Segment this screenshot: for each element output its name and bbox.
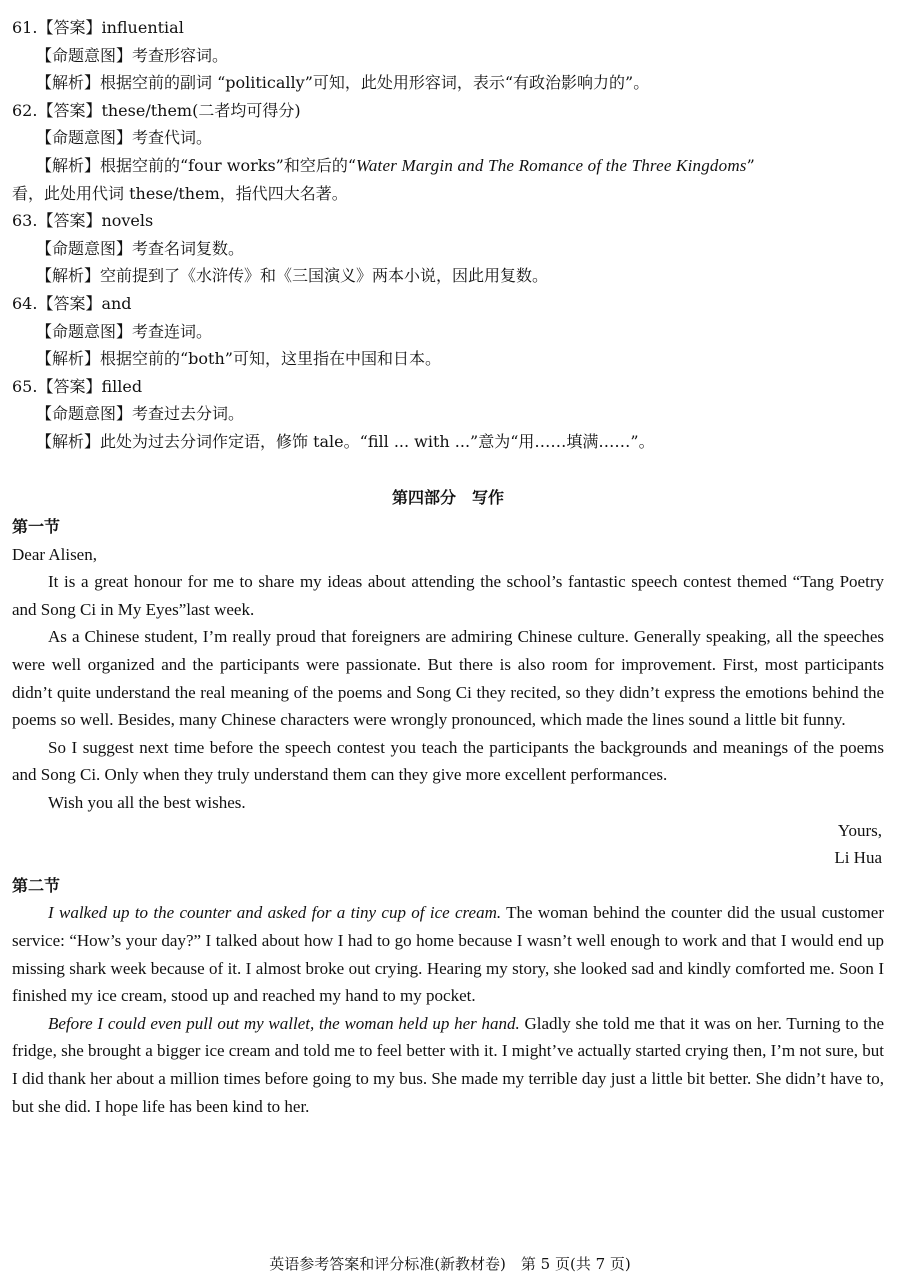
story-text-1: The woman behind the counter did the usual customer service: “How’s your day?” I talked about how I had to go home because I wasn’t well enough to work and that I would end up missing shark week because of it. I almost broke out crying. Hearing my story, she looked sad and kindly comforted me. Soon I finished my ice cream, stood up and reached my hand to my pocket. (12, 903, 884, 1006)
story-paragraph-2 (12, 1010, 884, 1120)
intent-line: 【命题意图】考查形容词。 (36, 45, 229, 65)
intent-line: 【命题意图】考查连词。 (36, 321, 213, 341)
answer-page (12, 14, 884, 1120)
analysis-line: 【解析】根据空前的副词 “politically”可知，此处用形容词，表示“有政治影响力的”。 (36, 73, 650, 93)
part4-title: 第四部分 写作 (391, 487, 504, 507)
salutation: Dear Alisen, (12, 544, 97, 564)
answer-item-65 (12, 373, 884, 456)
answer-item-62 (12, 97, 884, 207)
analysis-line: 【解析】空前提到了《水浒传》和《三国演义》两本小说，因此用复数。 (36, 266, 549, 286)
letter-signature: Li Hua (834, 848, 882, 868)
book-titles: Water Margin and The Romance of the Three Kingdoms (356, 155, 747, 175)
analysis-text-end: ” (746, 155, 755, 175)
intent-line: 【命题意图】考查代词。 (36, 128, 213, 148)
page-footer: 英语参考答案和评分标准(新教材卷) 第 5 页(共 7 页) (269, 1255, 631, 1273)
answer-item-64 (12, 290, 884, 373)
section2-label: 第二节 (12, 875, 61, 895)
analysis-text: 【解析】根据空前的“four works”和空后的“ (36, 155, 357, 175)
letter-paragraph-3: So I suggest next time before the speech contest you teach the participants the backgrounds and meanings of the poems and Song Ci. Only when they truly understand them can they give more excellent performances. (12, 737, 884, 785)
answer-head: 64.【答案】and (12, 293, 132, 313)
answer-item-61 (12, 14, 884, 97)
given-sentence-2: Before I could even pull out my wallet, the woman held up her hand. (48, 1013, 520, 1033)
analysis-line: 【解析】此处为过去分词作定语，修饰 tale。“fill ... with ...”意为“用……填满……”。 (36, 431, 655, 451)
model-letter (12, 541, 884, 872)
analysis-continued: 看，此处用代词 these/them，指代四大名著。 (12, 183, 348, 203)
answer-head: 65.【答案】filled (12, 376, 143, 396)
intent-line: 【命题意图】考查过去分词。 (36, 404, 245, 424)
answer-item-63 (12, 207, 884, 290)
answer-head: 63.【答案】novels (12, 211, 154, 231)
given-sentence-1: I walked up to the counter and asked for a tiny cup of ice cream. (48, 903, 502, 923)
answer-head: 62.【答案】these/them(二者均可得分) (12, 100, 301, 120)
section1-label: 第一节 (12, 517, 61, 537)
analysis-line (12, 152, 884, 180)
continuation-writing (12, 899, 884, 1120)
letter-paragraph-1: It is a great honour for me to share my ideas about attending the school’s fantastic speech contest themed “Tang Poetry and Song Ci in My Eyes”last week. (12, 572, 884, 619)
story-text-2: Gladly she told me that it was on her. Turning to the fridge, she brought a bigger ice cream and told me to feel better with it. I might’ve actually started crying then, I’m not sure, but I did thank her about a million times before going to my bus. She made my terrible day just a little bit better. She didn’t have to, but she did. I hope life has been kind to her. (12, 1013, 885, 1116)
letter-paragraph-2: As a Chinese student, I’m really proud that foreigners are admiring Chinese culture. Generally speaking, all the speeches were well organized and the participants were passionate. But there is also room for improvement. First, most participants didn’t quite understand the real meaning of the poems and Song Ci they recited, so they didn’t express the emotions behind the poems so well. Besides, many Chinese characters were wrongly pronounced, which made the lines sound a little bit funny. (12, 627, 884, 730)
letter-closing: Yours, (837, 820, 882, 840)
letter-paragraph-4: Wish you all the best wishes. (48, 793, 246, 813)
intent-line: 【命题意图】考查名词复数。 (36, 238, 245, 258)
story-paragraph-1 (12, 899, 884, 1009)
analysis-line: 【解析】根据空前的“both”可知，这里指在中国和日本。 (36, 349, 441, 369)
answer-head: 61.【答案】influential (12, 18, 184, 37)
